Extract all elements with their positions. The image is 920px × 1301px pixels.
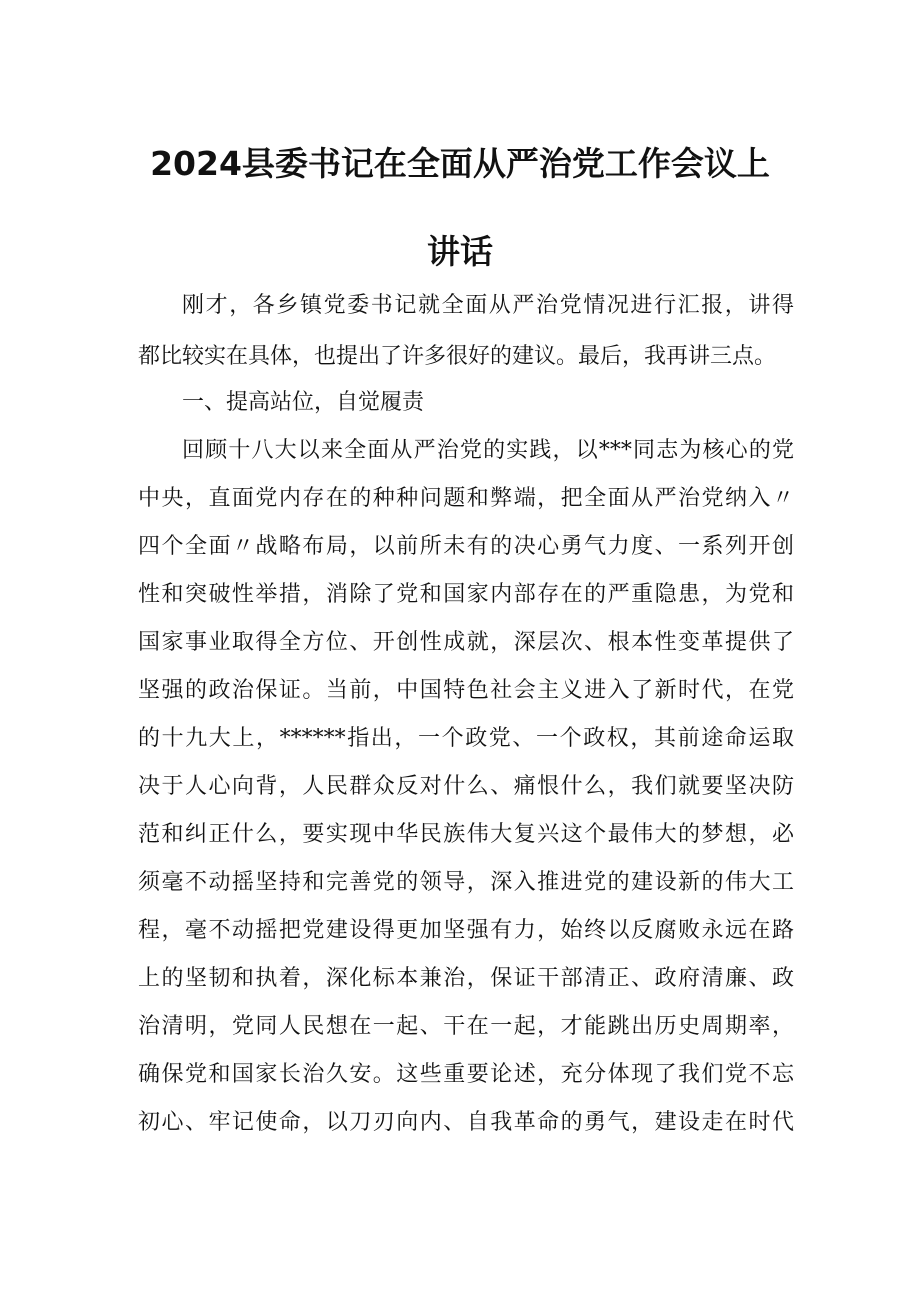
document-title-line-1: 2024县委书记在全面从严治党工作会议上	[150, 144, 770, 183]
paragraph-2-line-1: 回顾十八大以来全面从严治党的实践，以***同志为核心的党	[182, 438, 794, 463]
paragraph-1-line-2: 都比较实在具体，也提出了许多很好的建议。最后，我再讲三点。	[138, 344, 777, 369]
paragraph-2-line-13: 治清明，党同人民想在一起、干在一起，才能跳出历史周期率，	[138, 1014, 794, 1039]
paragraph-2-line-10: 须毫不动摇坚持和完善党的领导，深入推进党的建设新的伟大工	[138, 870, 794, 895]
paragraph-2-line-11: 程，毫不动摇把党建设得更加坚强有力，始终以反腐败永远在路	[138, 918, 794, 943]
paragraph-2-line-4: 性和突破性举措，消除了党和国家内部存在的严重隐患，为党和	[138, 582, 794, 607]
paragraph-2-line-9: 范和纠正什么，要实现中华民族伟大复兴这个最伟大的梦想，必	[138, 822, 794, 847]
paragraph-1-line-1: 刚才，各乡镇党委书记就全面从严治党情况进行汇报，讲得	[182, 293, 794, 318]
paragraph-2-line-3: 四个全面〃战略布局，以前所未有的决心勇气力度、一系列开创	[138, 534, 794, 559]
paragraph-2-line-12: 上的坚韧和执着，深化标本兼治，保证干部清正、政府清廉、政	[138, 966, 794, 991]
paragraph-2-line-6: 坚强的政治保证。当前，中国特色社会主义进入了新时代，在党	[138, 678, 794, 703]
paragraph-2-line-14: 确保党和国家长治久安。这些重要论述，充分体现了我们党不忘	[138, 1062, 794, 1087]
paragraph-2-line-7: 的十九大上，******指出，一个政党、一个政权，其前途命运取	[138, 726, 794, 751]
section-heading-1: 一、提高站位，自觉履责	[182, 390, 425, 415]
paragraph-2-line-2: 中央，直面党内存在的种种问题和弊端，把全面从严治党纳入〃	[138, 486, 794, 511]
document-title-line-2: 讲话	[427, 232, 493, 271]
paragraph-2-line-5: 国家事业取得全方位、开创性成就，深层次、根本性变革提供了	[138, 630, 794, 655]
paragraph-2-line-15: 初心、牢记使命，以刀刃向内、自我革命的勇气，建设走在时代	[138, 1110, 794, 1135]
paragraph-2-line-8: 决于人心向背，人民群众反对什么、痛恨什么，我们就要坚决防	[138, 774, 794, 799]
